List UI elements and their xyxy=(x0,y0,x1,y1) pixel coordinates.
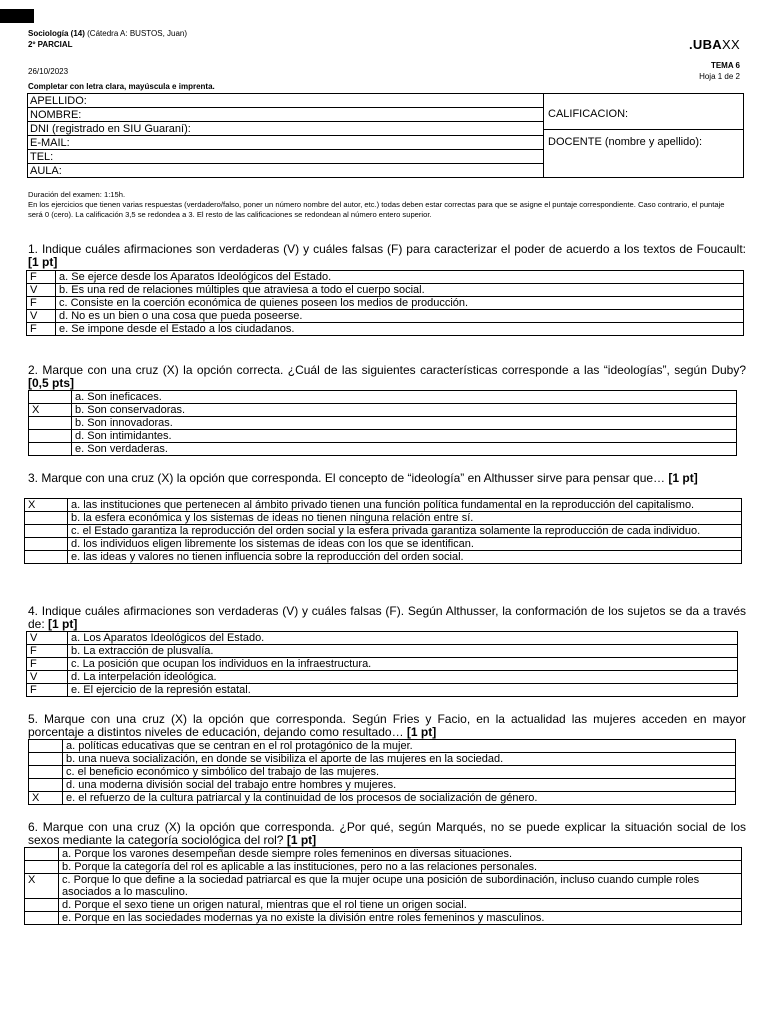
answer-mark[interactable] xyxy=(29,766,63,779)
exam-name: 2º PARCIAL xyxy=(28,40,73,49)
answer-mark[interactable] xyxy=(25,512,68,525)
form-divider xyxy=(543,94,544,177)
answer-option: b. Son conservadoras. xyxy=(72,404,737,417)
answer-mark[interactable] xyxy=(25,861,59,874)
answer-mark[interactable] xyxy=(29,740,63,753)
question-text: 2. Marque con una cruz (X) la opción correcta. ¿Cuál de las siguientes características corresponde a las “ideologías”, según Duby? xyxy=(28,363,746,377)
answer-option: e. Son verdaderas. xyxy=(72,443,737,456)
answer-mark[interactable]: V xyxy=(27,284,56,297)
answer-option: b. Porque la categoría del rol es aplicable a las instituciones, pero no a las relaciones personales. xyxy=(59,861,742,874)
answer-table-4 xyxy=(26,631,738,697)
question-points: [1 pt] xyxy=(28,255,58,269)
answer-mark[interactable] xyxy=(29,779,63,792)
answer-option: a. políticas educativas que se centran en el rol protagónico de la mujer. xyxy=(63,740,736,753)
answer-mark[interactable]: X xyxy=(25,874,59,899)
dni-field[interactable]: DNI (registrado en SIU Guaraní): xyxy=(28,122,543,136)
answer-mark[interactable] xyxy=(29,753,63,766)
answer-mark[interactable] xyxy=(29,391,72,404)
table-row xyxy=(29,779,736,792)
table-row xyxy=(25,899,742,912)
answer-mark[interactable] xyxy=(25,912,59,925)
question-text: 6. Marque con una cruz (X) la opción que corresponda. ¿Por qué, según Marqués, no se puede explicar la situación social de los sexos mediante la categoría sociológica del rol? xyxy=(28,820,746,847)
table-row xyxy=(25,861,742,874)
table-row xyxy=(27,310,744,323)
question-2 xyxy=(28,364,746,390)
question-3 xyxy=(28,472,746,485)
table-row xyxy=(27,271,744,284)
answer-option: e. Se impone desde el Estado a los ciudadanos. xyxy=(56,323,744,336)
answer-option: a. Los Aparatos Ideológicos del Estado. xyxy=(68,632,738,645)
answer-mark[interactable]: F xyxy=(27,323,56,336)
answer-mark[interactable]: F xyxy=(27,684,68,697)
answer-mark[interactable] xyxy=(25,538,68,551)
answer-mark[interactable]: F xyxy=(27,297,56,310)
answer-option: a. Se ejerce desde los Aparatos Ideológicos del Estado. xyxy=(56,271,744,284)
answer-table-3 xyxy=(24,498,742,564)
student-id-form xyxy=(27,93,744,178)
answer-option: e. El ejercicio de la represión estatal. xyxy=(68,684,738,697)
table-row xyxy=(25,874,742,899)
table-row xyxy=(25,912,742,925)
answer-option: b. Es una red de relaciones múltiples que atraviesa a todo el cuerpo social. xyxy=(56,284,744,297)
table-row xyxy=(27,658,738,671)
question-points: [0,5 pts] xyxy=(28,376,75,390)
answer-option: d. los individuos eligen libremente los sistemas de ideas con los que se identifican. xyxy=(68,538,742,551)
table-row xyxy=(29,792,736,805)
course-name: Sociología (14) xyxy=(28,29,85,38)
answer-table-2 xyxy=(28,390,737,456)
answer-option: e. Porque en las sociedades modernas ya no existe la división entre roles femeninos y masculinos. xyxy=(59,912,742,925)
answer-mark[interactable]: F xyxy=(27,658,68,671)
form-divider-h xyxy=(543,129,743,130)
table-row xyxy=(29,753,736,766)
answer-option: c. el beneficio económico y simbólico del trabajo de las mujeres. xyxy=(63,766,736,779)
answer-option: b. Son innovadoras. xyxy=(72,417,737,430)
answer-mark[interactable]: V xyxy=(27,671,68,684)
logo-main: .UBA xyxy=(689,37,722,52)
answer-option: d. Porque el sexo tiene un origen natural, mientras que el rol tiene un origen social. xyxy=(59,899,742,912)
answer-option: d. La interpelación ideológica. xyxy=(68,671,738,684)
answer-option: d. Son intimidantes. xyxy=(72,430,737,443)
answer-mark[interactable]: V xyxy=(27,310,56,323)
answer-mark[interactable]: V xyxy=(27,632,68,645)
question-text: 1. Indique cuáles afirmaciones son verdaderas (V) y cuáles falsas (F) para caracterizar el poder de acuerdo a los textos de Foucault: xyxy=(28,242,746,256)
uba-logo xyxy=(689,37,740,52)
answer-option: b. La extracción de plusvalía. xyxy=(68,645,738,658)
table-row xyxy=(25,512,742,525)
question-points: [1 pt] xyxy=(668,471,698,485)
answer-option: a. Son ineficaces. xyxy=(72,391,737,404)
exam-duration: Duración del examen: 1:15h. xyxy=(28,190,126,199)
calificacion-field[interactable]: CALIFICACION: xyxy=(548,108,629,120)
answer-option: c. Consiste en la coerción económica de quienes poseen los medios de producción. xyxy=(56,297,744,310)
answer-option: e. el refuerzo de la cultura patriarcal y la continuidad de los procesos de socialización de género. xyxy=(63,792,736,805)
catedra: (Cátedra A: BUSTOS, Juan) xyxy=(87,29,188,38)
answer-mark[interactable]: F xyxy=(27,271,56,284)
answer-mark[interactable] xyxy=(25,899,59,912)
table-row xyxy=(27,632,738,645)
table-row xyxy=(27,671,738,684)
table-row xyxy=(25,499,742,512)
question-4 xyxy=(28,605,746,631)
question-text: 5. Marque con una cruz (X) la opción que corresponda. Según Fries y Facio, en la actualidad las mujeres acceden en mayor porcentaje a distintos niveles de educación, dejando como resultado… xyxy=(28,712,746,739)
table-row xyxy=(29,391,737,404)
answer-option: c. Porque lo que define a la sociedad patriarcal es que la mujer ocupe una posición de subordinación, incluso cuando cumple roles asociados a lo masculino. xyxy=(59,874,742,899)
table-row xyxy=(27,645,738,658)
table-row xyxy=(27,284,744,297)
answer-option: b. la esfera económica y los sistemas de ideas no tienen ninguna relación entre sí. xyxy=(68,512,742,525)
question-1 xyxy=(28,243,746,269)
answer-mark[interactable] xyxy=(29,417,72,430)
answer-option: a. las instituciones que pertenecen al ámbito privado tienen una función política fundamental en la reproducción del capitalismo. xyxy=(68,499,742,512)
answer-option: a. Porque los varones desempeñan desde siempre roles femeninos en diversas situaciones. xyxy=(59,848,742,861)
table-row xyxy=(25,551,742,564)
answer-mark[interactable]: F xyxy=(27,645,68,658)
answer-table-6 xyxy=(24,847,742,925)
question-text: 3. Marque con una cruz (X) la opción que corresponda. El concepto de “ideología” en Althusser sirve para pensar que… xyxy=(28,471,669,485)
answer-option: c. La posición que ocupan los individuos en la infraestructura. xyxy=(68,658,738,671)
course-line xyxy=(28,29,187,39)
table-row xyxy=(29,417,737,430)
answer-mark[interactable] xyxy=(25,525,68,538)
answer-mark[interactable] xyxy=(29,430,72,443)
table-row xyxy=(29,740,736,753)
answer-option: c. el Estado garantiza la reproducción del orden social y la esfera privada garantiza solamente la reproducción de cada individuo. xyxy=(68,525,742,538)
table-row xyxy=(25,525,742,538)
answer-mark[interactable]: X xyxy=(25,499,68,512)
answer-table-1 xyxy=(26,270,744,336)
table-row xyxy=(29,430,737,443)
question-points: [1 pt] xyxy=(286,833,317,847)
answer-mark[interactable]: X xyxy=(29,792,63,805)
answer-mark[interactable] xyxy=(29,443,72,456)
table-row xyxy=(29,766,736,779)
answer-table-5 xyxy=(28,739,736,805)
question-5 xyxy=(28,713,746,739)
question-points: [1 pt] xyxy=(406,725,437,739)
answer-mark[interactable]: X xyxy=(29,404,72,417)
question-points: [1 pt] xyxy=(48,617,78,631)
fill-instruction: Completar con letra clara, mayúscula e imprenta. xyxy=(28,82,215,91)
table-row xyxy=(27,684,738,697)
table-row xyxy=(29,443,737,456)
table-row xyxy=(29,404,737,417)
question-6 xyxy=(28,821,746,847)
email-field[interactable]: E-MAIL: xyxy=(28,136,543,150)
table-row xyxy=(27,323,744,336)
apellido-field[interactable]: APELLIDO: xyxy=(28,94,543,108)
answer-option: b. una nueva socialización, en donde se visibiliza el aporte de las mujeres en la sociedad. xyxy=(63,753,736,766)
table-row xyxy=(25,848,742,861)
exam-date: 26/10/2023 xyxy=(28,67,69,76)
tema-label: TEMA 6 xyxy=(710,61,740,70)
docente-field[interactable]: DOCENTE (nombre y apellido): xyxy=(548,136,703,148)
answer-option: d. No es un bien o una cosa que pueda poseerse. xyxy=(56,310,744,323)
logo-suffix: XX xyxy=(721,37,740,52)
answer-option: e. las ideas y valores no tienen influencia sobre la reproducción del orden social. xyxy=(68,551,742,564)
black-bar xyxy=(0,9,34,23)
table-row xyxy=(27,297,744,310)
tel-field[interactable]: TEL: xyxy=(28,150,543,164)
answer-option: d. una moderna división social del trabajo entre hombres y mujeres. xyxy=(63,779,736,792)
question-text: 4. Indique cuáles afirmaciones son verdaderas (V) y cuáles falsas (F). Según Althusser, la conformación de los sujetos se da a través de: xyxy=(28,604,746,631)
exam-rules: En los ejercicios que tienen varias respuestas (verdadero/falso, poner un número nombre del autor, etc.) todas deben estar correctas para que se asigne el puntaje correspondiente. Caso contrario, el puntaje será 0 (cero). La calificación 3,5 se redondea a 3. El resto de las calificaciones se redondean al número entero superior. xyxy=(28,200,725,219)
answer-mark[interactable] xyxy=(25,551,68,564)
aula-field[interactable]: AULA: xyxy=(30,165,62,177)
nombre-field[interactable]: NOMBRE: xyxy=(28,108,543,122)
table-row xyxy=(25,538,742,551)
page-indicator: Hoja 1 de 2 xyxy=(699,72,740,81)
answer-mark[interactable] xyxy=(25,848,59,861)
